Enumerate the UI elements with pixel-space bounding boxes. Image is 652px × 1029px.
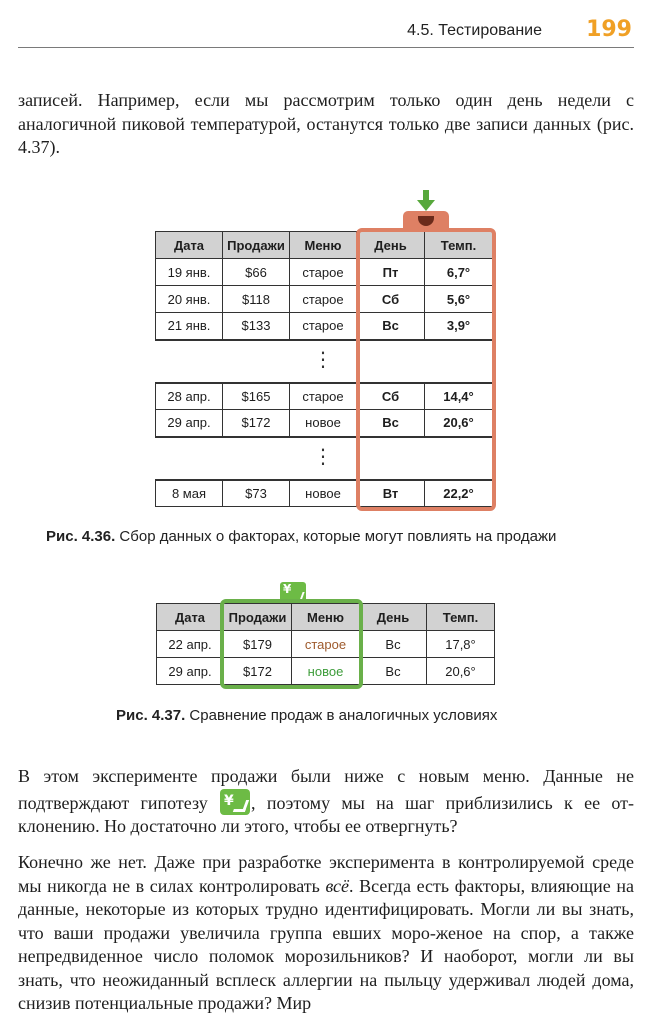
caption-text: Сбор данных о факторах, которые могут повлиять на продажи [115,528,557,545]
comparison-table [156,603,495,685]
col-header-temp: Темп. [425,232,493,259]
table-gap-row [156,340,493,383]
cell-date: 29 апр. [156,410,223,437]
cell-day: Сб [357,383,425,410]
cell-temp: 6,7° [425,259,493,286]
col-header-sales: Продажи [224,604,292,631]
cell-sales: $172 [223,410,290,437]
cell-menu: старое [290,259,357,286]
cell-menu: старое [290,286,357,313]
table-row [156,480,493,507]
cell-date: 21 янв. [156,313,223,340]
figure-caption-4-37 [116,707,497,724]
col-header-date: Дата [156,232,223,259]
paragraph-intro: записей. Например, если мы рассмотрим только один день недели с аналогичной пиковой температурой, останутся только две записи данных (рис. 4.37). [18,90,634,157]
cell-menu: старое [290,383,357,410]
cell-menu: старое [290,313,357,340]
caption-label: Рис. 4.36. [46,528,116,545]
green-down-arrow-icon [417,190,435,212]
cell-date: 22 апр. [157,631,224,658]
cell-temp: 20,6° [427,658,495,685]
ellipsis-icon: ⋮ [313,346,333,371]
cell-temp: 3,9° [425,313,493,340]
cell-menu: старое [292,631,360,658]
page-header [18,0,634,48]
table-row [157,631,495,658]
col-header-day: День [360,604,427,631]
highlight-tab-icon [403,211,449,231]
col-header-date: Дата [157,604,224,631]
figure-caption-4-36 [46,528,556,545]
table-row [156,313,493,340]
table-row [156,259,493,286]
caption-label: Рис. 4.37. [116,707,186,724]
cell-sales: $73 [223,480,290,507]
cell-sales: $165 [223,383,290,410]
col-header-menu: Меню [290,232,357,259]
cell-day: Вс [360,658,427,685]
cell-day: Вс [357,410,425,437]
paragraph-conclusion: Конечно же нет. Даже при разработке эксперимента в контролируемой среде мы никогда не в силах контролировать всё. Всегда есть факторы, влияющие на данные, некоторые из которых трудно идентифицировать. Могли ли вы знать, что ваши продажи увеличила группа евших моро-женое на спор, а также непредвиденное число поломок морозильников? И наоборот, могли ли вы знать, что неожиданный всплеск аллергии на пыльцу удерживал людей дома, снизив потенциальные продажи? Мир [18,852,635,1013]
cell-sales: $172 [224,658,292,685]
col-header-day: День [357,232,425,259]
table-gap-row [156,437,493,480]
cell-temp: 20,6° [425,410,493,437]
factors-table [155,231,493,507]
col-header-menu: Меню [292,604,360,631]
hypothesis-icon: ¥ [220,789,250,815]
cell-day: Пт [357,259,425,286]
cell-menu: новое [290,410,357,437]
cell-day: Вс [360,631,427,658]
cell-sales: $66 [223,259,290,286]
cell-day: Вс [357,313,425,340]
cell-menu: новое [290,480,357,507]
cell-sales: $118 [223,286,290,313]
ellipsis-icon: ⋮ [313,443,333,468]
table-row [156,410,493,437]
cell-date: 20 янв. [156,286,223,313]
caption-text: Сравнение продаж в аналогичных условиях [185,707,498,724]
cell-sales: $179 [224,631,292,658]
cell-temp: 17,8° [427,631,495,658]
page-number: 199 [586,17,632,42]
col-header-temp: Темп. [427,604,495,631]
table-row [157,658,495,685]
table-row [156,383,493,410]
paragraph-experiment: В этом эксперименте продажи были ниже с новым меню. Данные не подтверждают гипотезу ¥ , поэтому мы на шаг приблизились к ее от-клонению. Но достаточно ли этого, чтобы ее отвергнуть? [18,766,635,836]
section-title: 4.5. Тестирование [407,22,542,39]
cell-day: Вт [357,480,425,507]
cell-date: 8 мая [156,480,223,507]
cell-temp: 14,4° [425,383,493,410]
cell-date: 29 апр. [157,658,224,685]
cell-sales: $133 [223,313,290,340]
cell-menu: новое [292,658,360,685]
cell-date: 28 апр. [156,383,223,410]
table-row [156,286,493,313]
col-header-sales: Продажи [223,232,290,259]
cell-temp: 5,6° [425,286,493,313]
table-header-row [156,232,493,259]
hypothesis-badge-icon: ¥ [280,582,306,604]
cell-day: Сб [357,286,425,313]
cell-date: 19 янв. [156,259,223,286]
table-header-row [157,604,495,631]
cell-temp: 22,2° [425,480,493,507]
